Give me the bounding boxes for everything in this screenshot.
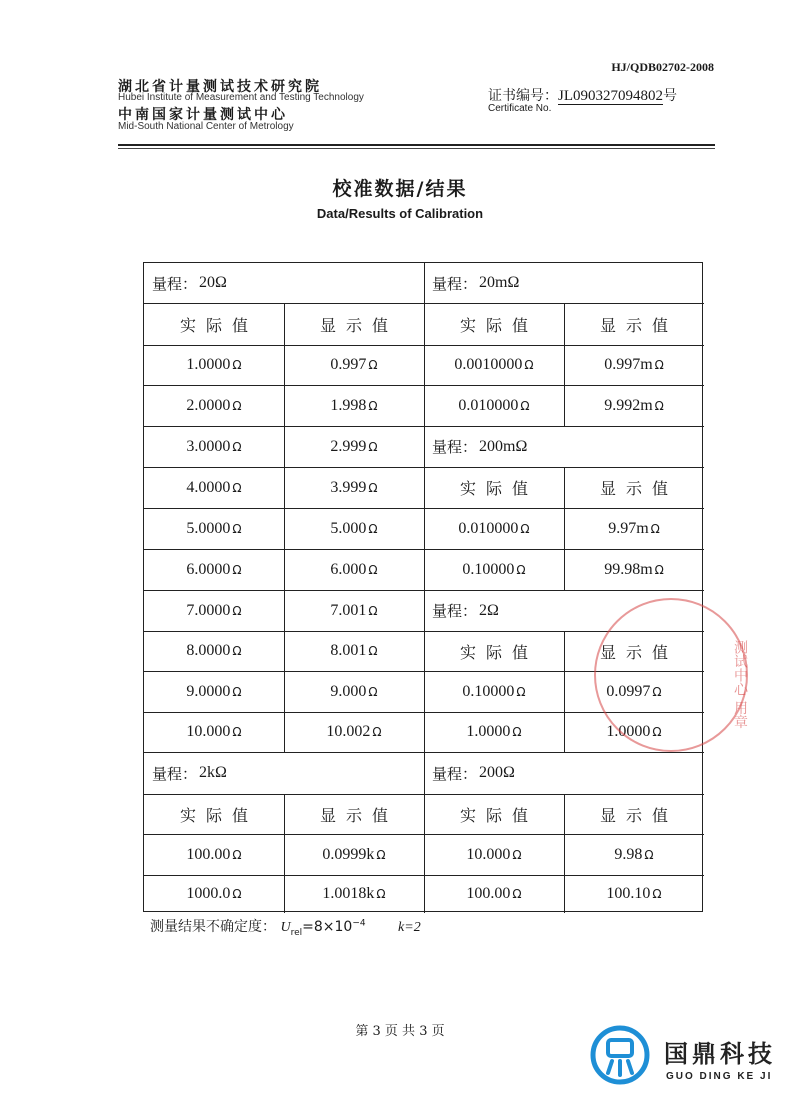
coverage-factor: k=2 (398, 920, 421, 935)
display-value-header: 显示值 (599, 805, 678, 825)
table-row-line (424, 590, 704, 591)
actual-value-cell (424, 875, 564, 913)
cell-value: 0.0010000 (454, 356, 523, 373)
cell-unit: Ω (644, 847, 654, 862)
cell-value: 100.00 (466, 885, 511, 902)
cell-unit: Ω (652, 684, 662, 699)
display-value-cell (284, 508, 424, 549)
display-value-cell (284, 834, 424, 875)
actual-value-header: 实际值 (459, 805, 538, 825)
actual-value-header: 实际值 (459, 315, 538, 335)
certificate-suffix: 号 (663, 88, 677, 104)
cell-unit: Ω (652, 725, 662, 739)
cell-unit: Ω (368, 398, 378, 413)
actual-value-cell (144, 467, 284, 508)
cell-unit: Ω (368, 603, 378, 618)
cell-value: 1000.0 (186, 885, 231, 902)
uncertainty-label: 测量结果不确定度： (150, 919, 276, 935)
cell-unit: Ω (368, 644, 378, 658)
cell-value: 9.97m (608, 519, 649, 537)
actual-value-cell (144, 549, 284, 590)
cell-unit: Ω (232, 603, 242, 618)
cell-value: 7.001 (330, 601, 367, 619)
actual-value-cell (144, 875, 284, 913)
cell-unit: Ω (368, 358, 378, 372)
cell-unit: Ω (368, 562, 378, 577)
header-rule-thin (118, 148, 715, 149)
cell-value: 0.0997 (606, 682, 651, 700)
uncertainty-sub: rel (290, 927, 303, 938)
calibration-table (143, 262, 703, 912)
cell-value: 5.000 (330, 519, 367, 537)
actual-value-cell (144, 385, 284, 426)
display-value-cell (564, 345, 704, 385)
cell-value: 0.997 (330, 356, 367, 373)
actual-value-header: 实际值 (179, 805, 258, 825)
display-value-cell (284, 590, 424, 631)
range-value: 200Ω (479, 764, 515, 781)
cell-unit: Ω (654, 562, 664, 577)
cell-value: 0.010000 (458, 396, 519, 414)
actual-value-cell (424, 345, 564, 385)
display-value-header: 显示值 (599, 315, 678, 335)
cell-value: 1.0000 (186, 356, 231, 373)
range-20-ohm (144, 263, 424, 303)
cell-value: 9.000 (330, 682, 367, 700)
certificate-number-value: JL090327094802 (558, 88, 663, 104)
range-label: 量程： (152, 274, 198, 293)
cell-value: 10.000 (466, 845, 511, 863)
actual-value-cell (144, 834, 284, 875)
cell-value: 3.999 (330, 478, 367, 496)
range-value: 200mΩ (479, 437, 528, 455)
cell-value: 10.002 (326, 723, 371, 740)
cell-unit: Ω (524, 358, 534, 372)
display-value-cell (284, 875, 424, 913)
cell-unit: Ω (650, 521, 660, 536)
range-label: 量程： (432, 764, 478, 783)
range-value: 20mΩ (479, 274, 520, 291)
cell-unit: Ω (520, 521, 530, 536)
header-rule (118, 144, 715, 146)
table-column-line (564, 467, 565, 590)
page-title: 校准数据/结果 (332, 178, 468, 200)
display-value-cell (284, 549, 424, 590)
cell-unit: Ω (232, 398, 242, 413)
certificate-label-en: Certificate No. (488, 103, 552, 114)
cell-unit: Ω (368, 439, 378, 454)
cell-unit: Ω (232, 358, 242, 372)
cell-value: 8.0000 (186, 642, 231, 659)
cell-unit: Ω (368, 521, 378, 536)
cell-unit: Ω (652, 887, 662, 901)
display-value-cell (284, 345, 424, 385)
display-value-header: 显示值 (599, 479, 678, 498)
page-number: 第 3 页 共 3 页 (355, 1024, 445, 1039)
uncertainty-exponent: −4 (352, 918, 366, 929)
cell-value: 3.0000 (186, 437, 231, 455)
actual-value-cell (424, 712, 564, 752)
cell-value: 0.0999k (322, 845, 375, 863)
cell-unit: Ω (232, 480, 242, 495)
cell-value: 2.0000 (186, 396, 231, 414)
certificate-number (488, 85, 677, 105)
cell-unit: Ω (232, 725, 242, 739)
cell-unit: Ω (516, 684, 526, 699)
institute-name-cn: 湖北省计量测试技术研究院 (118, 79, 322, 95)
display-value-cell (284, 631, 424, 671)
cell-value: 8.001 (330, 642, 367, 659)
actual-value-cell (144, 345, 284, 385)
cell-unit: Ω (232, 439, 242, 454)
institute-name-en: Hubei Institute of Measurement and Testing Technology (118, 92, 364, 103)
range-label: 量程： (432, 274, 478, 293)
cell-unit: Ω (512, 847, 522, 862)
page-title-en: Data/Results of Calibration (316, 206, 484, 221)
cell-unit: Ω (512, 887, 522, 901)
actual-value-header: 实际值 (459, 642, 538, 662)
cell-value: 7.0000 (186, 601, 231, 619)
cell-unit: Ω (368, 480, 378, 495)
cell-value: 9.992m (604, 396, 653, 414)
display-value-cell (564, 875, 704, 913)
table-row-line (424, 426, 704, 427)
display-value-cell (284, 712, 424, 752)
display-value-cell (564, 549, 704, 590)
stamp-text: 测试中心 用章 (732, 640, 748, 729)
cell-unit: Ω (516, 562, 526, 577)
table-column-line (284, 303, 285, 752)
display-value-header: 显示值 (599, 642, 678, 662)
center-name-en: Mid-South National Center of Metrology (118, 121, 294, 132)
document-code: HJ/QDB02702-2008 (611, 60, 714, 74)
range-label: 量程： (432, 602, 478, 620)
uncertainty-symbol: U (280, 920, 291, 935)
cell-unit: Ω (232, 562, 242, 577)
cell-value: 9.0000 (186, 682, 231, 700)
table-column-line (564, 303, 565, 426)
table-column-line (564, 794, 565, 913)
table-column-line (424, 263, 425, 913)
cell-value: 6.000 (330, 560, 367, 578)
cell-unit: Ω (232, 521, 242, 536)
actual-value-cell (144, 590, 284, 631)
range-value: 20Ω (199, 274, 227, 291)
cell-value: 1.0000 (606, 723, 651, 740)
cell-value: 6.0000 (186, 560, 231, 578)
cell-value: 0.010000 (458, 519, 519, 537)
certificate-label: 证书编号： (488, 88, 558, 104)
range-2k-ohm (144, 752, 424, 794)
range-label: 量程： (432, 438, 478, 456)
display-value-header: 显示值 (319, 315, 398, 335)
cell-unit: Ω (376, 847, 386, 862)
range-label: 量程： (152, 764, 198, 783)
actual-value-header: 实际值 (179, 315, 258, 335)
cell-value: 0.997m (604, 356, 653, 373)
range-value: 2Ω (479, 601, 499, 619)
uncertainty-value: =8×10 (302, 919, 353, 935)
cell-unit: Ω (232, 684, 242, 699)
range-value: 2kΩ (199, 764, 227, 781)
actual-value-cell (144, 631, 284, 671)
actual-value-cell (424, 671, 564, 712)
cell-unit: Ω (376, 887, 386, 901)
table-column-line (564, 631, 565, 752)
cell-unit: Ω (232, 887, 242, 901)
cell-value: 100.10 (606, 885, 651, 902)
cell-value: 1.0000 (466, 723, 511, 740)
cell-value: 100.00 (186, 845, 231, 863)
logo-name-en: GUO DING KE JI (666, 1071, 773, 1082)
cell-value: 5.0000 (186, 519, 231, 537)
display-value-cell (564, 834, 704, 875)
display-value-cell (284, 385, 424, 426)
actual-value-cell (424, 385, 564, 426)
cell-unit: Ω (232, 847, 242, 862)
logo-icon (590, 1025, 650, 1085)
cell-value: 4.0000 (186, 478, 231, 496)
actual-value-cell (424, 834, 564, 875)
cell-value: 1.998 (330, 396, 367, 414)
cell-unit: Ω (654, 398, 664, 413)
cell-value: 1.0018k (322, 885, 375, 902)
actual-value-cell (144, 712, 284, 752)
cell-value: 0.10000 (462, 682, 515, 700)
cell-value: 2.999 (330, 437, 367, 455)
cell-unit: Ω (520, 398, 530, 413)
display-value-cell (284, 671, 424, 712)
center-name-cn: 中南国家计量测试中心 (118, 107, 288, 123)
cell-value: 99.98m (604, 560, 653, 578)
actual-value-cell (144, 426, 284, 467)
table-column-line (284, 794, 285, 913)
display-value-cell (284, 426, 424, 467)
uncertainty-line (150, 916, 421, 938)
cell-value: 10.000 (186, 723, 231, 740)
actual-value-cell (424, 508, 564, 549)
display-value-header: 显示值 (319, 805, 398, 825)
cell-unit: Ω (654, 358, 664, 372)
range-20m-ohm (424, 263, 704, 303)
cell-unit: Ω (368, 684, 378, 699)
cell-value: 0.10000 (462, 560, 515, 578)
actual-value-cell (144, 508, 284, 549)
actual-value-cell (144, 671, 284, 712)
cell-unit: Ω (232, 644, 242, 658)
display-value-cell (564, 385, 704, 426)
cell-value: 9.98 (614, 845, 643, 863)
display-value-cell (564, 508, 704, 549)
logo-name-cn: 国鼎科技 (664, 1040, 776, 1068)
actual-value-cell (424, 549, 564, 590)
range-200m-ohm (424, 426, 704, 467)
range-200-ohm (424, 752, 704, 794)
cell-unit: Ω (512, 725, 522, 739)
display-value-cell (284, 467, 424, 508)
cell-unit: Ω (372, 725, 382, 739)
actual-value-header: 实际值 (459, 479, 538, 498)
